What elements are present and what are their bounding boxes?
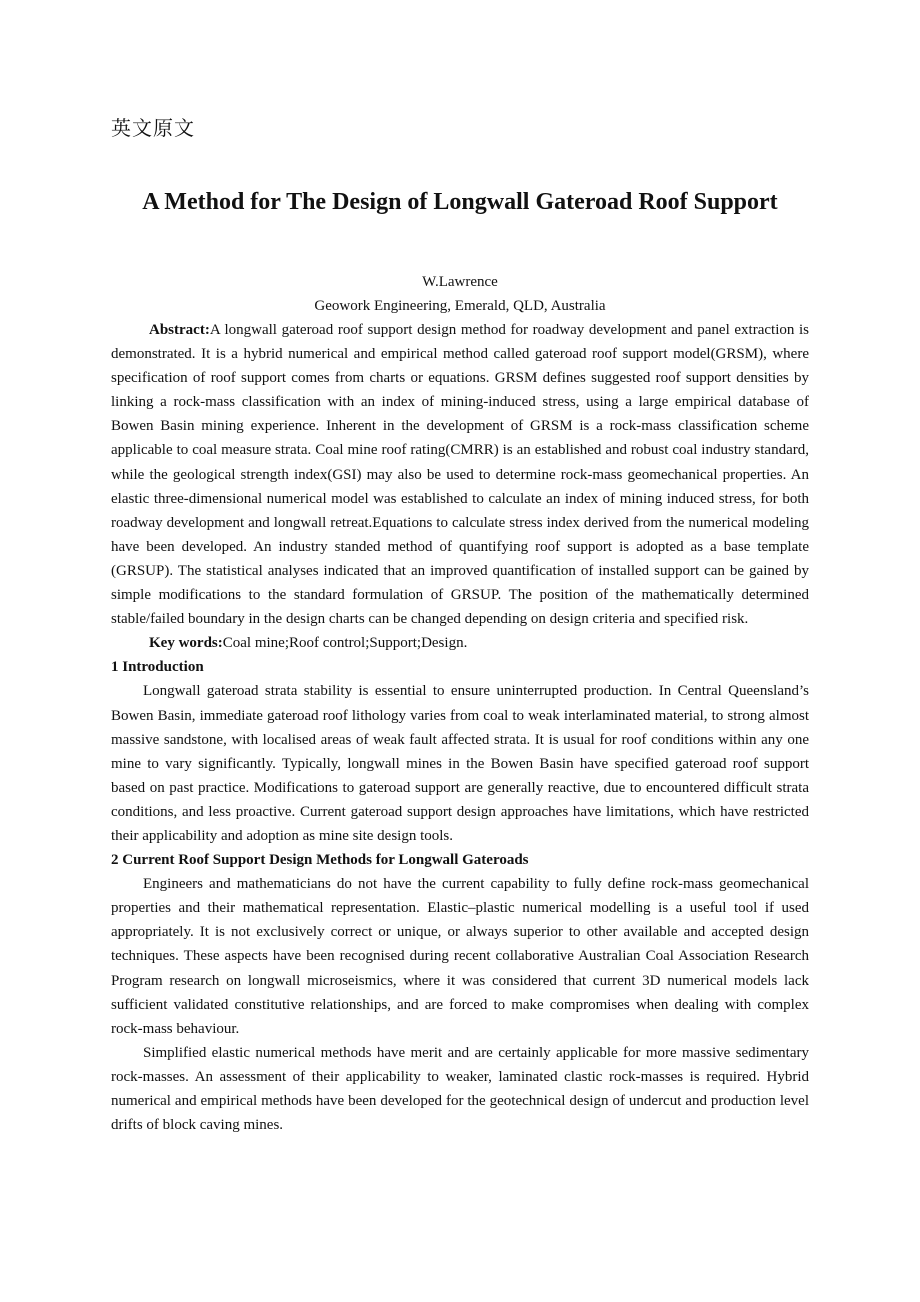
section-heading-current-methods: 2 Current Roof Support Design Methods for Longwall Gateroads [111, 852, 529, 869]
introduction-paragraph: Longwall gateroad strata stability is essential to ensure uninterrupted production. In Central Queensland’s Bowen Basin, immediate gateroad roof lithology varies from coal to weak interlaminated material, to strong almost massive sandstone, with localised areas of weak fault affected strata. It is usual for roof conditions within any one mine to vary significantly. Typically, longwall mines in the Bowen Basin have specified gateroad roof support based on past practice. Modifications to gateroad support are generally reactive, due to encountered difficult strata conditions, and less proactive. Current gateroad support design approaches have limitations, which have restricted their applicability and adoption as mine site design tools. [111, 683, 809, 844]
abstract-paragraph [111, 318, 809, 631]
keywords-paragraph [111, 631, 809, 655]
keywords-label: Key words: [149, 635, 223, 652]
paper-title: A Method for The Design of Longwall Gateroad Roof Support [142, 189, 778, 215]
current-methods-paragraph-2: Simplified elastic numerical methods have merit and are certainly applicable for more massive sedimentary rock-masses. An assessment of their applicability to weaker, laminated clastic rock-masses is required. Hybrid numerical and empirical methods have been developed for the geotechnical design of undercut and production level drifts of block caving mines. [111, 1044, 809, 1134]
paper-body [111, 318, 809, 1137]
keywords-text: Coal mine;Roof control;Support;Design. [222, 635, 468, 652]
abstract-text: A longwall gateroad roof support design method for roadway development and panel extraction is demonstrated. It is a hybrid numerical and empirical method called gateroad roof support model(GRSM), where specification of roof support comes from charts or equations. GRSM defines suggested roof support densities by linking a rock-mass classification with an index of mining-induced stress, using a large empirical database of Bowen Basin mining experience. Inherent in the development of GRSM is a rock-mass classification scheme applicable to coal measure strata. Coal mine roof rating(CMRR) is an established and robust coal industry standard, while the geological strength index(GSI) may also be used to determine rock-mass geomechanical properties. An elastic three-dimensional numerical model was established to calculate an index of mining induced stress, for both roadway development and longwall retreat.Equations to calculate stress index derived from the numerical modeling have been developed. An industry standed method of quantifying roof support is adopted as a base template (GRSUP). The statistical analyses indicated that an improved quantification of installed support can be gained by simple modifications to the standard formulation of GRSUP. The position of the mathematically determined stable/failed boundary in the design charts can be changed depending on design criteria and specified risk. [111, 322, 809, 628]
author-block [111, 270, 809, 318]
author-name: W.Lawrence [422, 274, 498, 290]
current-methods-paragraph-1: Engineers and mathematicians do not have the current capability to fully define rock-mass geomechanical properties and their mathematical representation. Elastic–plastic numerical modelling is a useful tool if used appropriately. It is not exclusively correct or unique, or always superior to other available and accepted design techniques. These aspects have been recognised during recent collaborative Australian Coal Association Research Program research on longwall microseismics, where it was considered that current 3D numerical models lack sufficient validated constitutive relationships, and are forced to make compromises when dealing with complex rock-mass behaviour. [111, 876, 809, 1037]
abstract-label: Abstract: [149, 322, 210, 338]
author-affiliation: Geowork Engineering, Emerald, QLD, Australia [314, 298, 606, 314]
section-heading-introduction: 1 Introduction [111, 659, 204, 676]
chinese-heading: 英文原文 [111, 116, 195, 140]
